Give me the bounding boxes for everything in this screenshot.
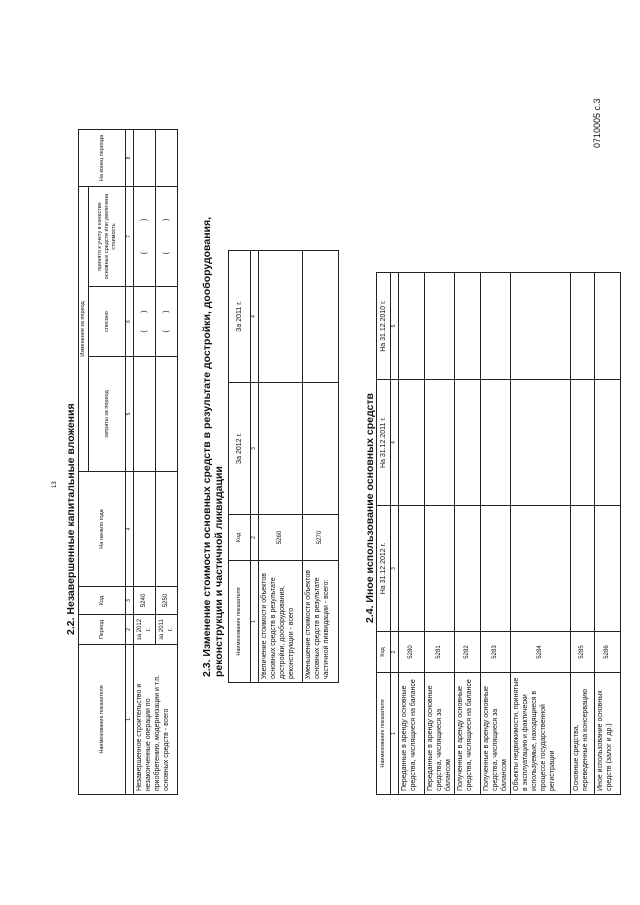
- col-num: 4: [251, 251, 259, 383]
- value-change-table: [228, 250, 339, 683]
- col-num: 3: [126, 587, 134, 615]
- row-code: 5280: [399, 632, 425, 673]
- value-cell: [134, 357, 156, 472]
- form-code: 0710005 с.3: [592, 98, 602, 148]
- row-code-5250: 5250: [156, 587, 178, 615]
- header-2012: За 2012 г.: [229, 383, 251, 515]
- row-code: 5281: [425, 632, 455, 673]
- col-num: 7: [126, 186, 134, 286]
- value-cell: [481, 273, 511, 380]
- row-code: 5260: [259, 515, 303, 561]
- row-name: Увеличение стоимости объектов основных средств в результате достройки, дооборудования, реконструкции - всего: [259, 561, 303, 683]
- row-code: 5284: [511, 632, 571, 673]
- header-2011: На 31.12.2011 г.: [377, 380, 391, 506]
- col-num: 4: [391, 380, 399, 506]
- row-code: 5270: [303, 515, 339, 561]
- row-code: 5282: [455, 632, 481, 673]
- header-2012: На 31.12.2012 г.: [377, 506, 391, 632]
- row-code: 5283: [481, 632, 511, 673]
- bracket-cell: ( ): [134, 287, 156, 357]
- value-cell: [595, 506, 621, 632]
- row-name: Незавершенное строительство и незаконченные операции по приобретению, модернизации и т.п. основных средств - всего: [134, 645, 178, 795]
- value-cell: [303, 251, 339, 383]
- header-accepted: принято к учету в качестве основных средств или увеличена стоимость: [89, 186, 126, 286]
- row-name: Иное использование основных средств (залог и др.): [595, 673, 621, 795]
- value-cell: [481, 380, 511, 506]
- section-2-4-title: 2.4. Иное использование основных средств: [364, 393, 376, 623]
- value-cell: [455, 506, 481, 632]
- header-period: Период: [79, 615, 126, 645]
- value-cell: [595, 380, 621, 506]
- row-name: Основные средства, переведенные на консервацию: [571, 673, 595, 795]
- row-code: 5285: [571, 632, 595, 673]
- row-period-2011: за 2011 г.: [156, 615, 178, 645]
- section-2-3-title-1: 2.3. Изменение стоимости основных средств в результате достройки, дооборудования,: [201, 216, 213, 677]
- value-cell: [481, 506, 511, 632]
- section-2-3-title-2: реконструкции и частичной ликвидации: [213, 466, 225, 677]
- row-name: Полученные в аренду основные средства, числящиеся за балансом: [481, 673, 511, 795]
- col-num: 4: [126, 472, 134, 587]
- header-written-off: списано: [89, 287, 126, 357]
- value-cell: [571, 273, 595, 380]
- value-cell: [156, 129, 178, 186]
- row-code-5240: 5240: [134, 587, 156, 615]
- value-cell: [259, 251, 303, 383]
- col-num: 3: [391, 506, 399, 632]
- other-use-table: [376, 272, 621, 795]
- row-name: Уменьшение стоимости объектов основных средств в результате частичной ликвидации - всего:: [303, 561, 339, 683]
- row-name: Переданные в аренду основные средства, числящиеся за балансом: [425, 673, 455, 795]
- header-changes: Изменения за период: [79, 186, 89, 471]
- value-cell: [399, 273, 425, 380]
- bracket-cell: ( ): [156, 287, 178, 357]
- header-end: На конец периода: [79, 129, 126, 186]
- col-num: 8: [126, 129, 134, 186]
- value-cell: [455, 273, 481, 380]
- row-code: 5286: [595, 632, 621, 673]
- value-cell: [134, 472, 156, 587]
- bracket-cell: ( ): [134, 186, 156, 286]
- header-2011: За 2011 г.: [229, 251, 251, 383]
- value-cell: [595, 273, 621, 380]
- value-cell: [303, 383, 339, 515]
- bracket-cell: ( ): [156, 186, 178, 286]
- value-cell: [399, 380, 425, 506]
- value-cell: [134, 129, 156, 186]
- value-cell: [455, 380, 481, 506]
- row-name: Объекты недвижимости, принятые в эксплуатацию и фактически используемые, находящиеся в процессе государственной регистрации: [511, 673, 571, 795]
- header-2010: На 31.12.2010 г.: [377, 273, 391, 380]
- value-cell: [571, 506, 595, 632]
- header-code: Код: [229, 515, 251, 561]
- value-cell: [399, 506, 425, 632]
- header-costs: затраты за период: [89, 357, 126, 472]
- col-num: 2: [391, 632, 399, 673]
- capital-investments-table: [78, 129, 178, 795]
- col-num: 1: [126, 645, 134, 795]
- col-num: 1: [391, 673, 399, 795]
- value-cell: [259, 383, 303, 515]
- value-cell: [511, 380, 571, 506]
- row-name: Переданные в аренду основные средства, числящиеся на балансе: [399, 673, 425, 795]
- row-period-2012: за 2012 г.: [134, 615, 156, 645]
- value-cell: [425, 273, 455, 380]
- col-num: 6: [126, 287, 134, 357]
- row-name: Полученные в аренду основные средства, числящиеся на балансе: [455, 673, 481, 795]
- value-cell: [571, 380, 595, 506]
- col-num: 5: [391, 273, 399, 380]
- header-code: Код: [377, 632, 391, 673]
- col-num: 1: [251, 561, 259, 683]
- value-cell: [511, 506, 571, 632]
- header-name: Наименование показателя: [229, 561, 251, 683]
- section-2-2-title: 2.2. Незавершенные капитальные вложения: [65, 403, 77, 635]
- value-cell: [156, 357, 178, 472]
- col-num: 2: [251, 515, 259, 561]
- value-cell: [156, 472, 178, 587]
- col-num: 5: [126, 357, 134, 472]
- value-cell: [425, 380, 455, 506]
- col-num: 3: [251, 383, 259, 515]
- header-code: Код: [79, 587, 126, 615]
- header-name: Наименование показателя: [79, 645, 126, 795]
- page-number: 13: [52, 481, 58, 488]
- header-name: Наименование показателя: [377, 673, 391, 795]
- value-cell: [425, 506, 455, 632]
- header-start: На начало года: [79, 472, 126, 587]
- value-cell: [511, 273, 571, 380]
- col-num: 2: [126, 615, 134, 645]
